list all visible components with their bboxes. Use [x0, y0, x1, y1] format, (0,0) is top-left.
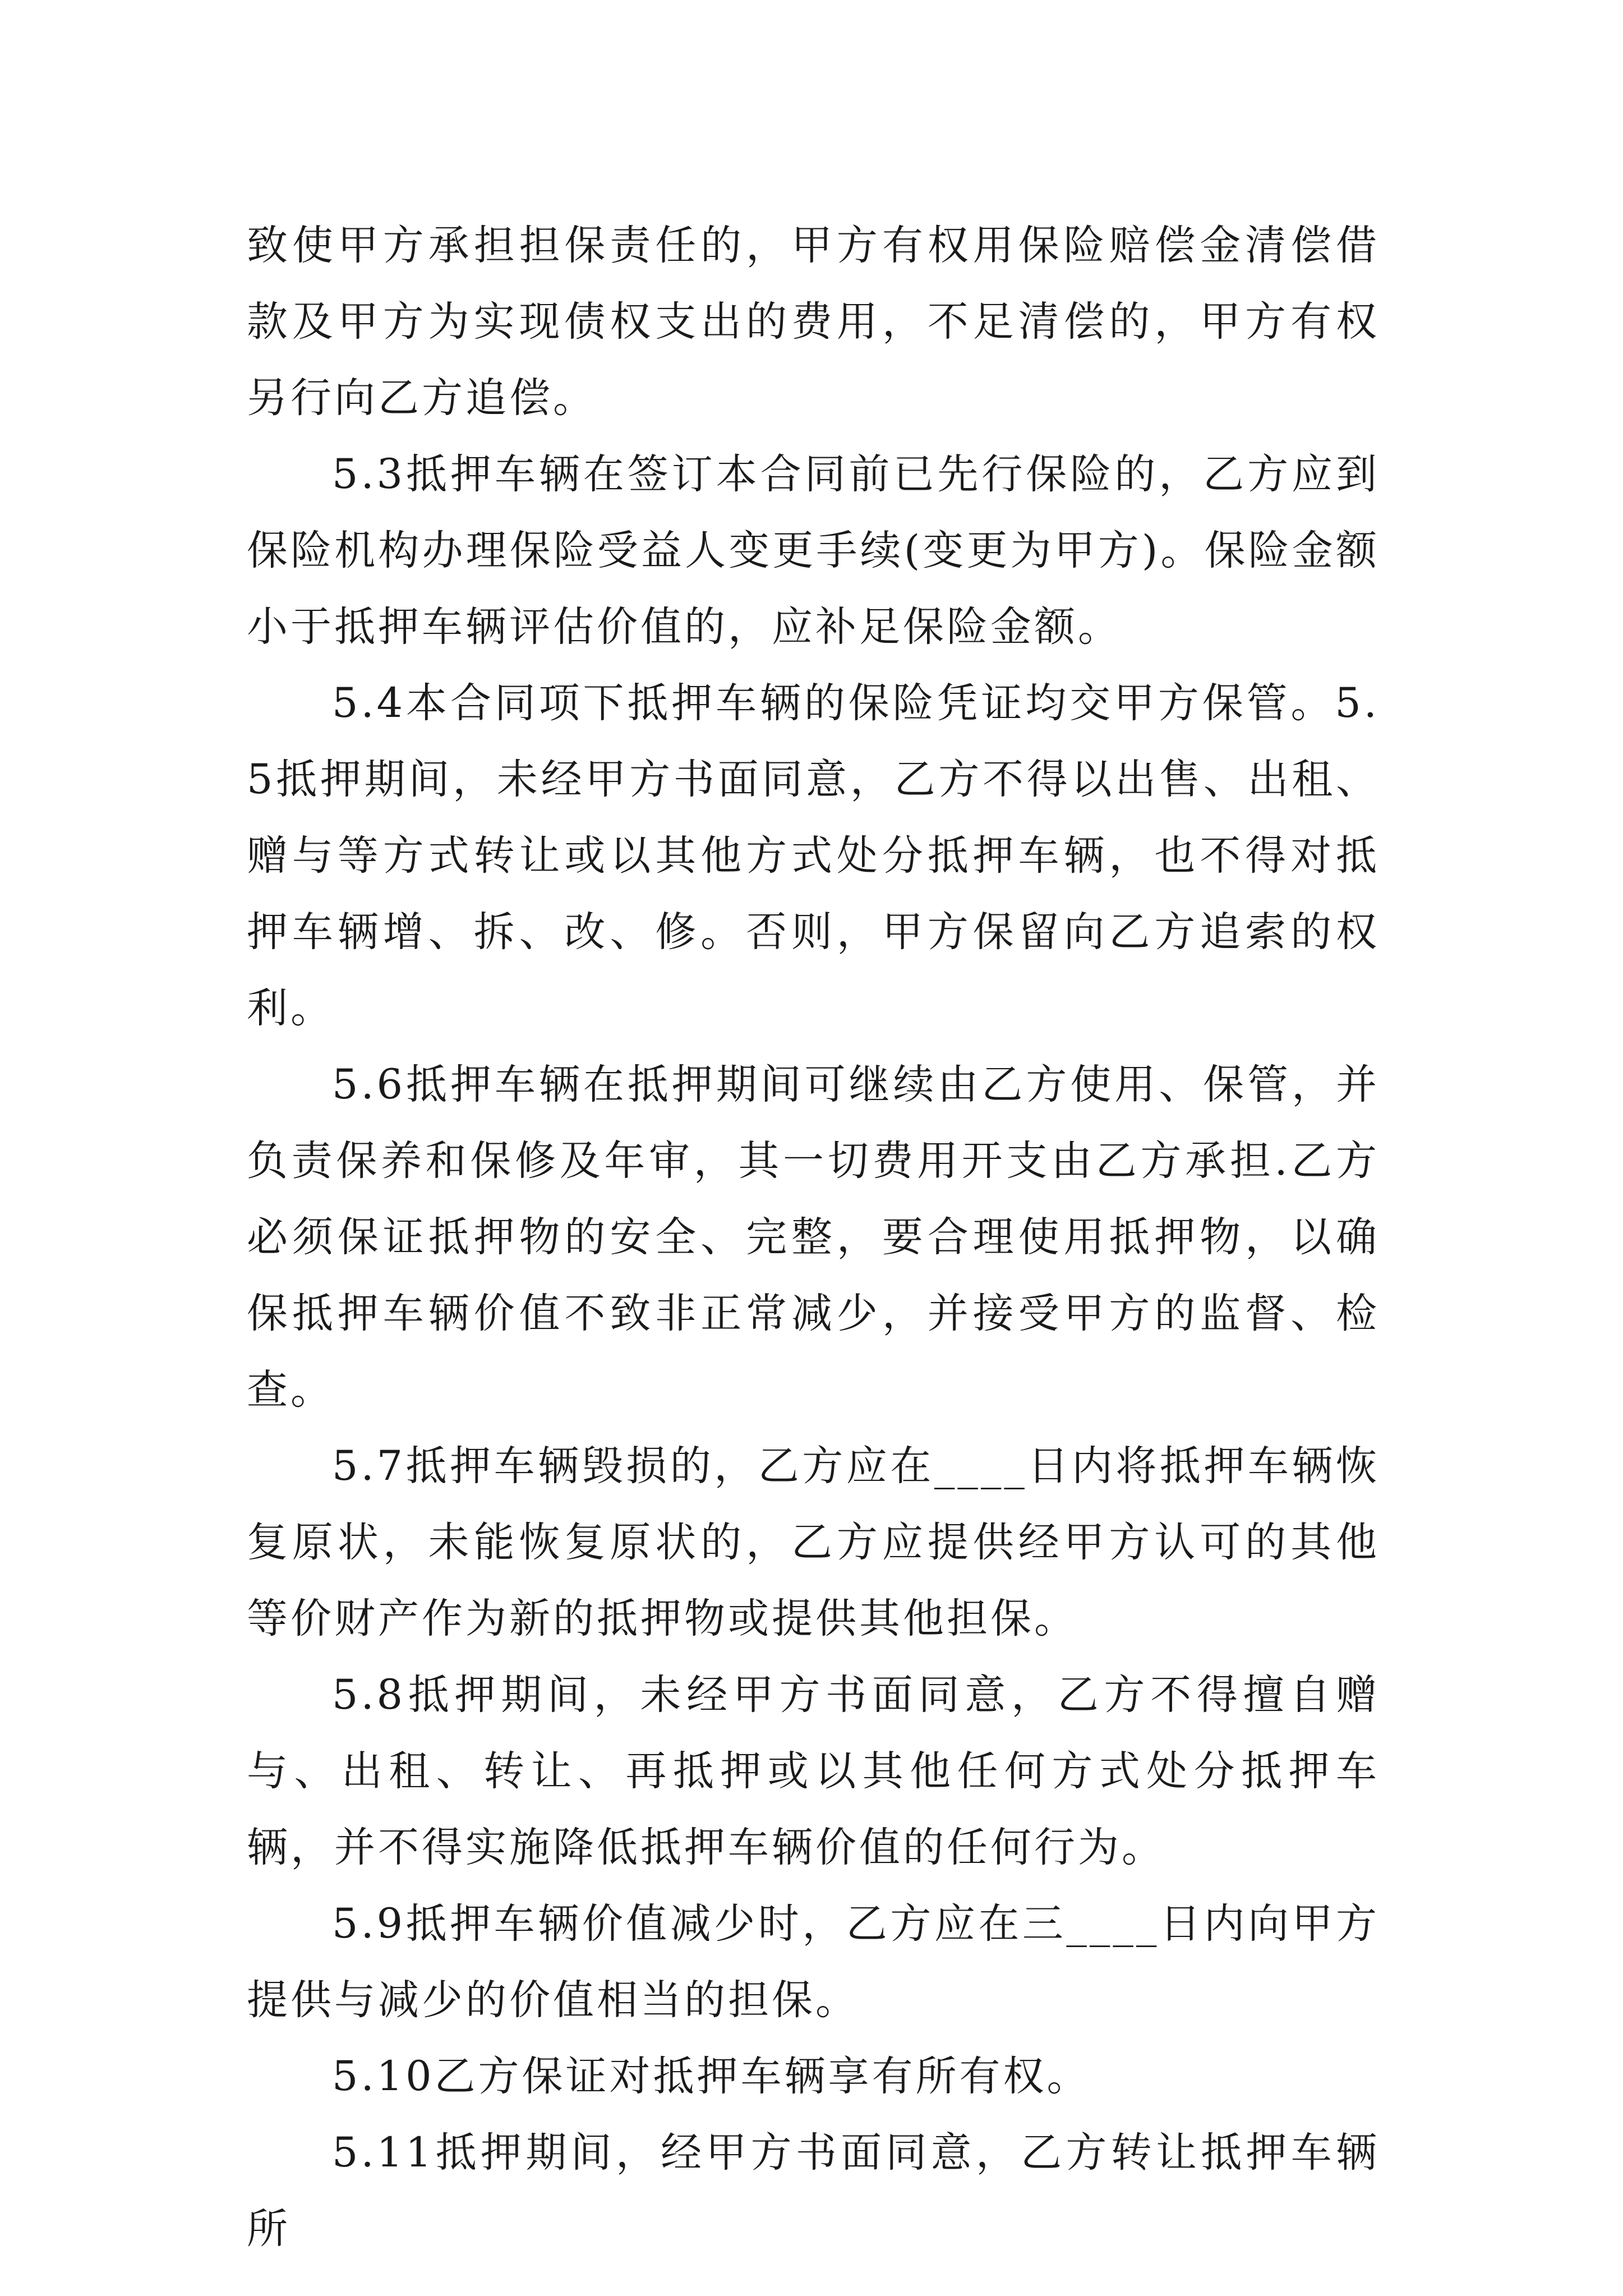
paragraph-continuation: 致使甲方承担担保责任的，甲方有权用保险赔偿金清偿借款及甲方为实现债权支出的费用，不足清偿的，甲方有权另行向乙方追偿。	[247, 222, 1380, 422]
document-body	[247, 208, 1380, 2267]
paragraph-5-4-5-5: 5.4本合同项下抵押车辆的保险凭证均交甲方保管。5.5抵押期间，未经甲方书面同意，乙方不得以出售、出租、赠与等方式转让或以其他方式处分抵押车辆，也不得对抵押车辆增、拆、改、修。否则，甲方保留向乙方追索的权利。	[247, 679, 1380, 1032]
paragraph-5-11: 5.11抵押期间，经甲方书面同意，乙方转让抵押车辆所	[247, 2129, 1380, 2253]
paragraph-5-9: 5.9抵押车辆价值减少时，乙方应在三____日内向甲方提供与减少的价值相当的担保。	[247, 1900, 1380, 2024]
paragraph-5-3: 5.3抵押车辆在签订本合同前已先行保险的，乙方应到保险机构办理保险受益人变更手续(变更为甲方)。保险金额小于抵押车辆评估价值的，应补足保险金额。	[247, 450, 1380, 651]
paragraph-5-8: 5.8抵押期间，未经甲方书面同意，乙方不得擅自赠与、出租、转让、再抵押或以其他任何方式处分抵押车辆，并不得实施降低抵押车辆价值的任何行为。	[247, 1671, 1380, 1871]
paragraph-5-7: 5.7抵押车辆毁损的，乙方应在____日内将抵押车辆恢复原状，未能恢复原状的，乙方应提供经甲方认可的其他等价财产作为新的抵押物或提供其他担保。	[247, 1442, 1380, 1642]
paragraph-5-10: 5.10乙方保证对抵押车辆享有所有权。	[332, 2053, 1091, 2100]
paragraph-5-6: 5.6抵押车辆在抵押期间可继续由乙方使用、保管，并负责保养和保修及年审，其一切费用开支由乙方承担.乙方必须保证抵押物的安全、完整，要合理使用抵押物，以确保抵押车辆价值不致非正常减少，并接受甲方的监督、检查。	[247, 1061, 1380, 1414]
